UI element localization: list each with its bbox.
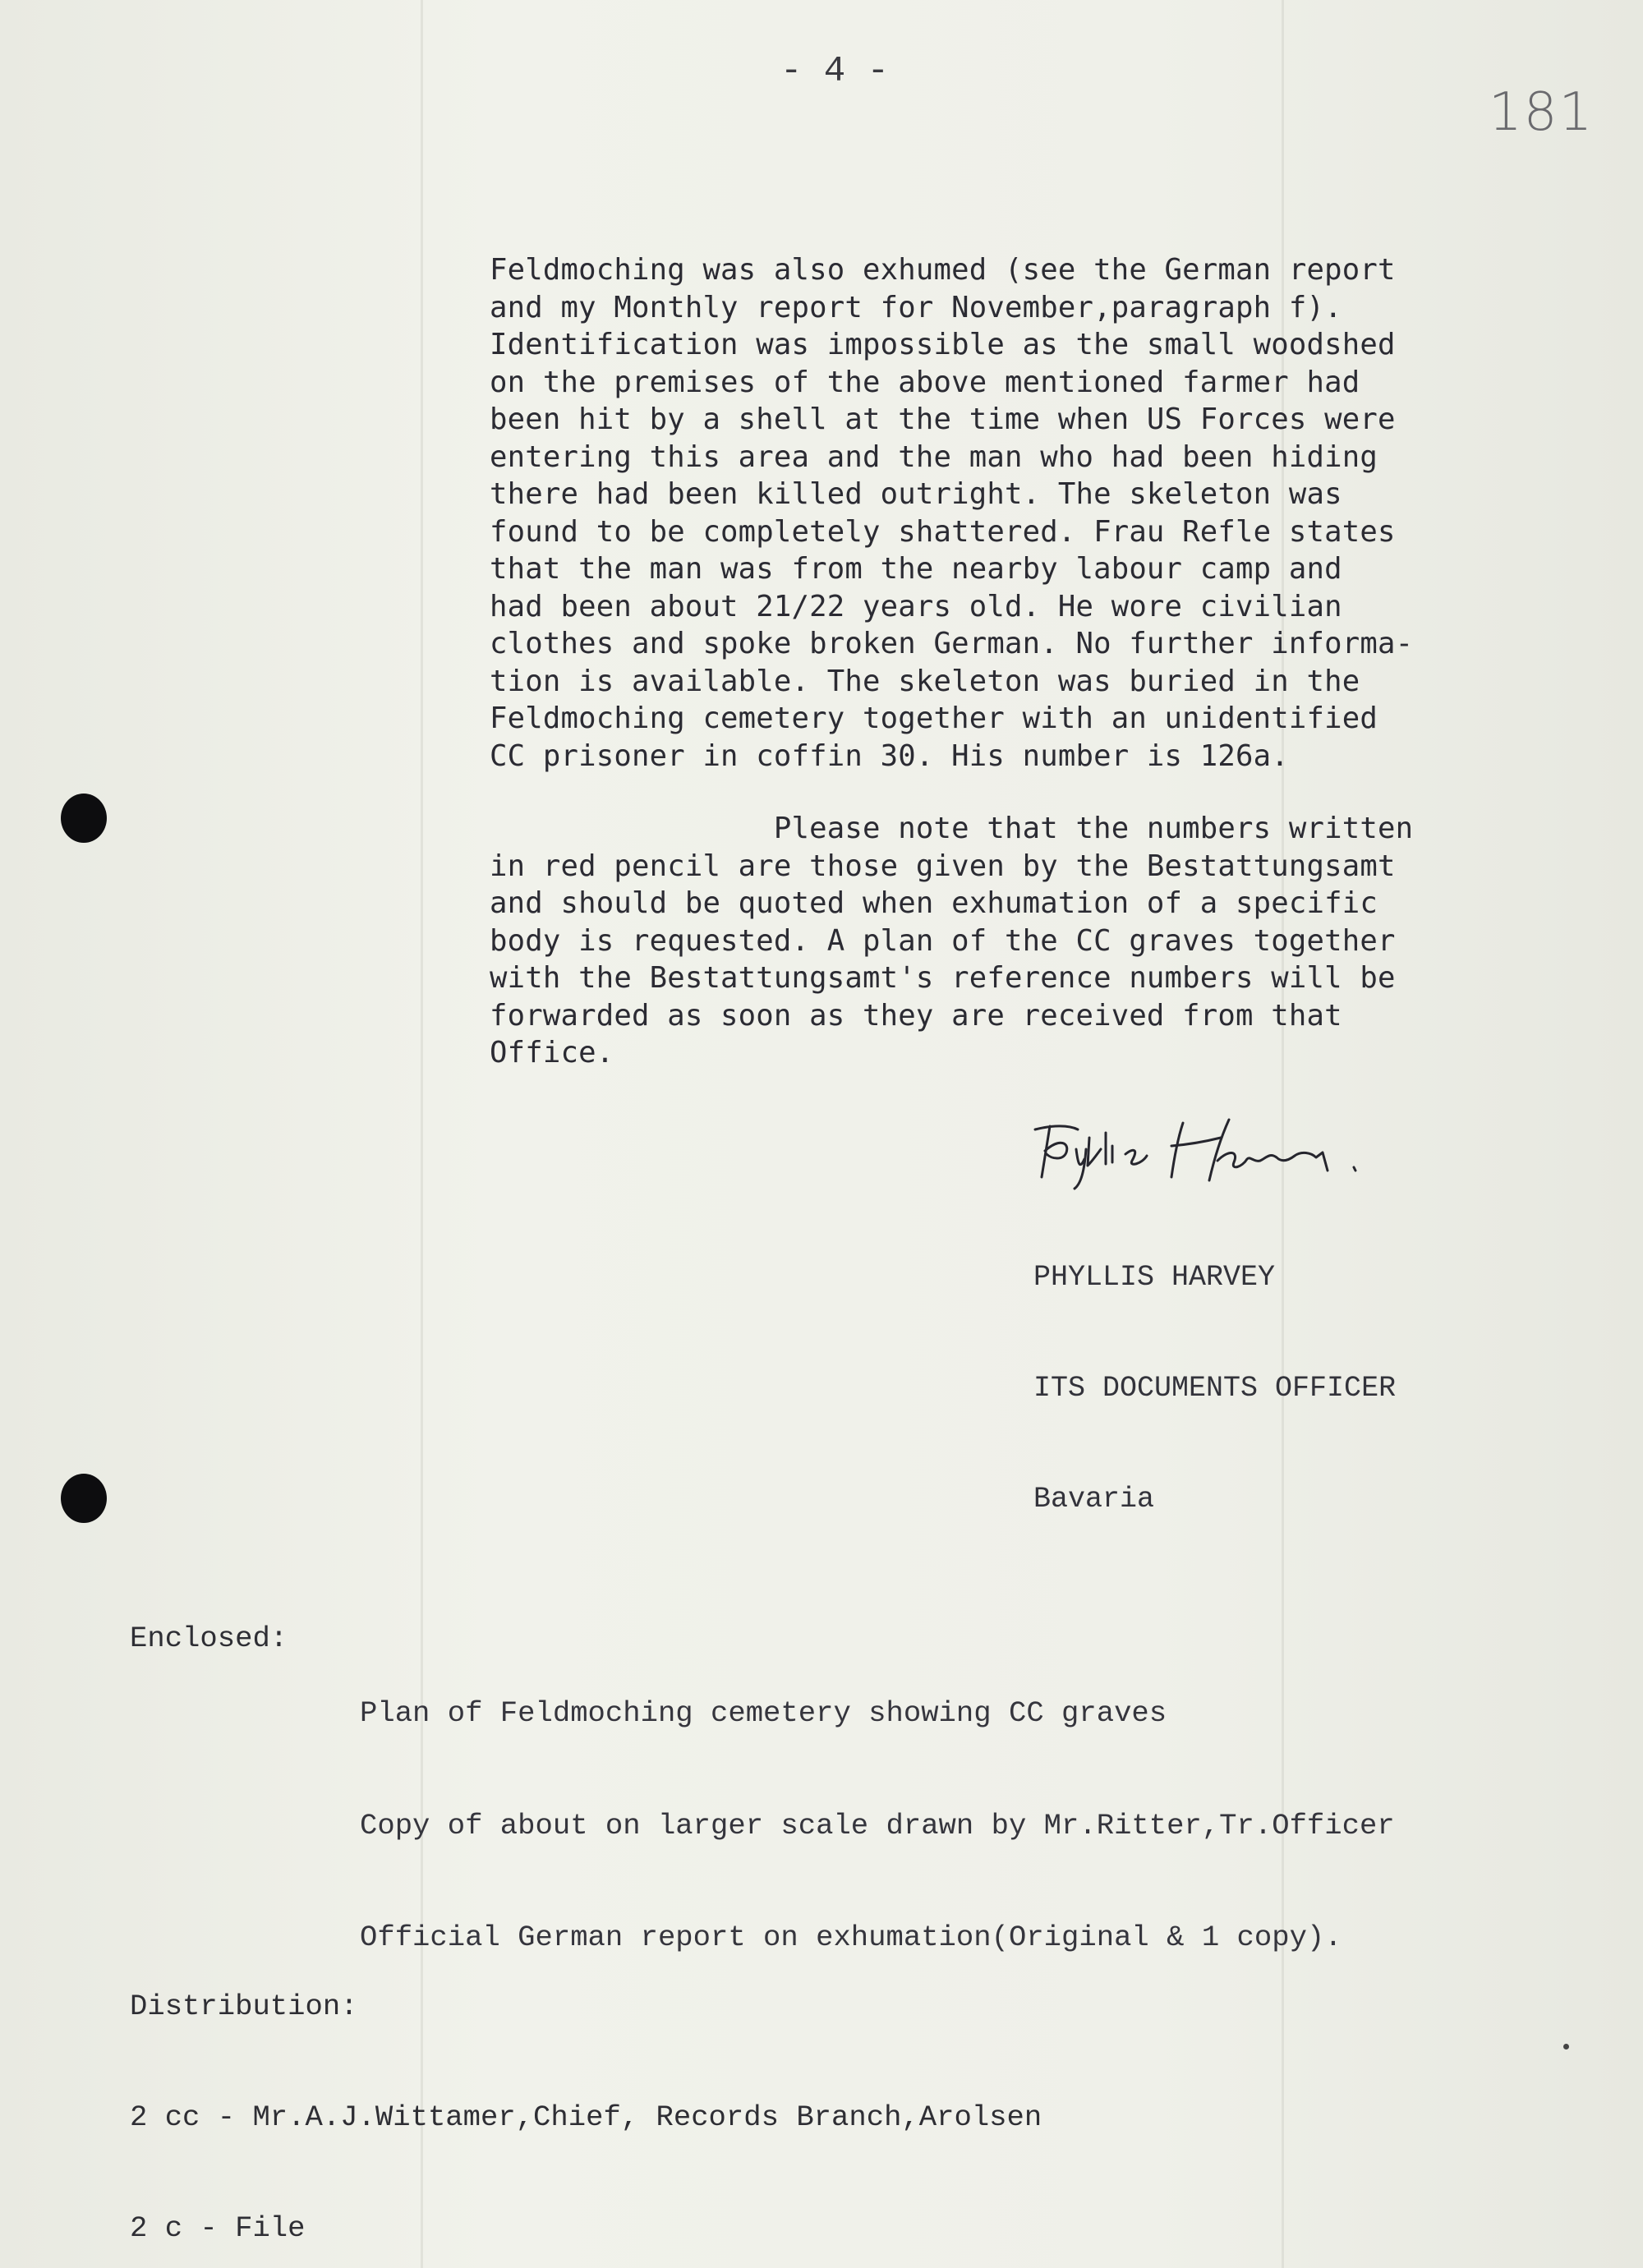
paper-speck <box>1563 2044 1569 2049</box>
page-number: - 4 - <box>780 51 890 92</box>
signature-block <box>1033 1185 1396 1592</box>
handwritten-signature <box>1027 1113 1405 1191</box>
archive-stamp-number: 181 <box>1489 82 1595 143</box>
punch-hole <box>61 1474 107 1523</box>
list-item: 2 cc - Mr.A.J.Wittamer,Chief, Records Branch,Arolsen <box>130 2100 1042 2134</box>
distribution-label: Distribution: <box>130 1990 358 2023</box>
list-item: 2 c - File <box>130 2211 306 2245</box>
body-paragraph-2: Please note that the numbers written in red pencil are those given by the Bestattungsamt and should be quoted when exhumation of a specific body is requested. A plan of the CC graves together with the Bestattungsamt's reference numbers will be forwarded as soon as they are received from that Office. <box>490 812 1414 1070</box>
list-item: Copy of about on larger scale drawn by Mr.Ritter,Tr.Officer <box>360 1808 1395 1842</box>
enclosed-label: Enclosed: <box>130 1622 288 1655</box>
signer-title: ITS DOCUMENTS OFFICER <box>1033 1372 1397 1405</box>
body-paragraph-1: Feldmoching was also exhumed (see the German report and my Monthly report for November,paragraph f). Identification was impossible as the small woodshed on the premises of the above mentioned farmer had been hit by a shell at the time when US Forces were entering this area and the man who had been hiding there had been killed outright. The skeleton was found to be completely shattered. Frau Refle states that the man was from the nearby labour camp and had been about 21/22 years old. He wore civilian clothes and spoke broken German. No further informa- tion is available. The skeleton was buried in the Feldmoching cemetery together with an unidentified CC prisoner in coffin 30. His number is 126a. <box>490 253 1414 773</box>
signer-name: PHYLLIS HARVEY <box>1033 1261 1276 1294</box>
list-item: Plan of Feldmoching cemetery showing CC graves <box>360 1696 1167 1730</box>
punch-hole <box>61 794 107 843</box>
signer-region: Bavaria <box>1033 1483 1155 1516</box>
distribution-block <box>130 1914 1042 2268</box>
list-item: Official German report on exhumation(Original & 1 copy). <box>360 1921 1342 1954</box>
